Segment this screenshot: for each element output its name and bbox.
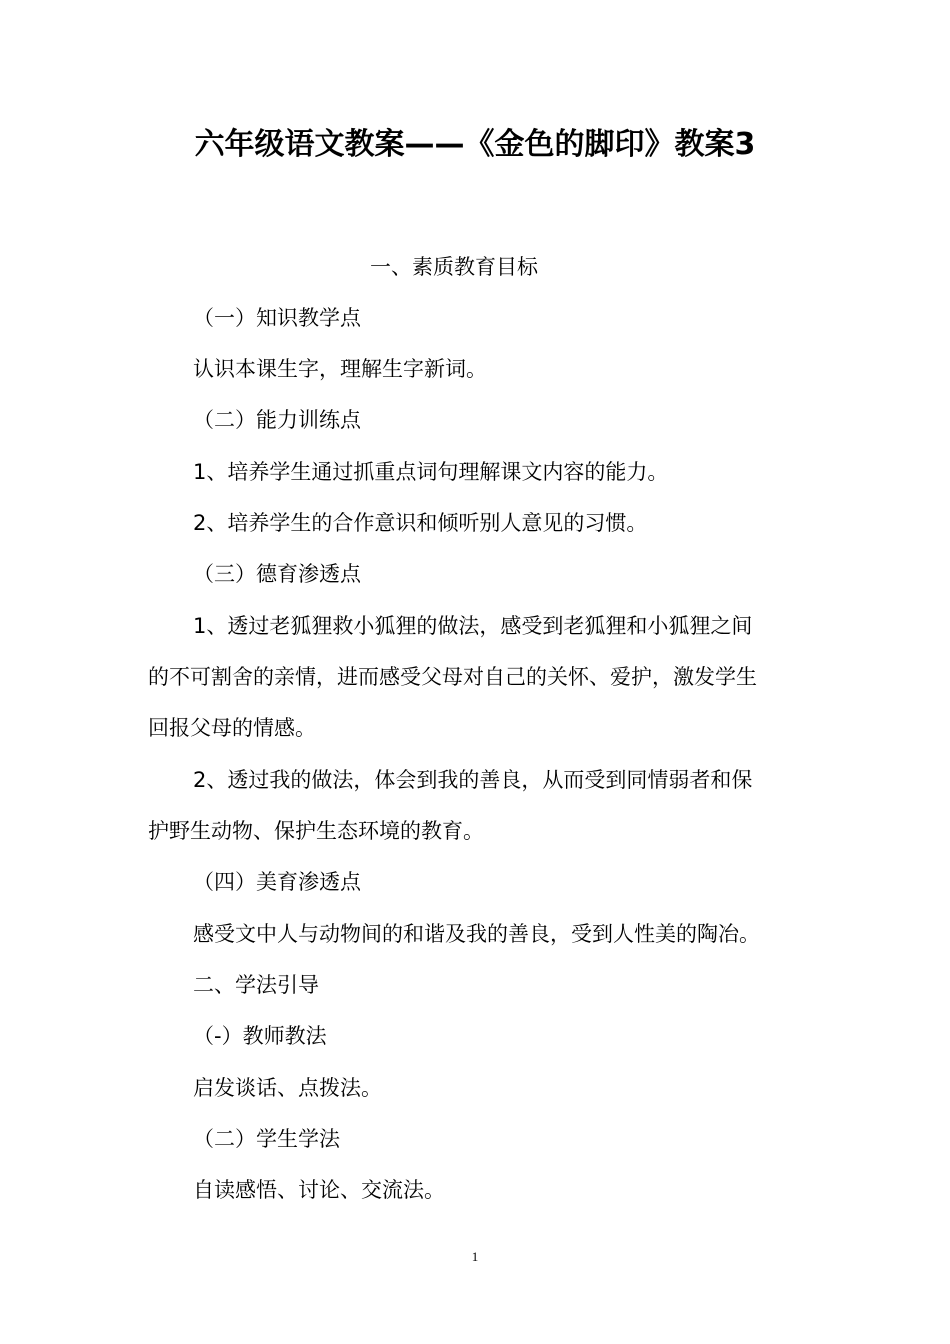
subsection-knowledge-heading: （一）知识教学点 xyxy=(193,306,361,330)
subsection-student-method-text: 自读感悟、讨论、交流法。 xyxy=(193,1178,445,1202)
page-number: 1 xyxy=(471,1249,479,1264)
moral-item-1-line-3: 回报父母的情感。 xyxy=(148,716,316,740)
document-title: 六年级语文教案——《金色的脚印》教案3 xyxy=(194,127,756,162)
moral-item-1-line-1: 1、透过老狐狸救小狐狸的做法，感受到老狐狸和小狐狸之间 xyxy=(193,614,753,638)
subsection-aesthetic-text: 感受文中人与动物间的和谐及我的善良，受到人性美的陶冶。 xyxy=(193,922,760,946)
subsection-moral-heading: （三）德育渗透点 xyxy=(193,562,361,586)
moral-item-1-line-2: 的不可割舍的亲情，进而感受父母对自己的关怀、爱护，激发学生 xyxy=(148,665,757,689)
subsection-knowledge-text: 认识本课生字，理解生字新词。 xyxy=(193,357,487,381)
ability-item-2: 2、培养学生的合作意识和倾听别人意见的习惯。 xyxy=(193,511,648,535)
section-1-heading: 一、素质教育目标 xyxy=(370,255,538,279)
subsection-teacher-method-heading: （-）教师教法 xyxy=(193,1024,327,1048)
subsection-teacher-method-text: 启发谈话、点拨法。 xyxy=(193,1076,382,1100)
subsection-ability-heading: （二）能力训练点 xyxy=(193,408,361,432)
section-2-heading: 二、学法引导 xyxy=(193,973,319,997)
moral-item-2-line-1: 2、透过我的做法，体会到我的善良，从而受到同情弱者和保 xyxy=(193,768,753,792)
ability-item-1: 1、培养学生通过抓重点词句理解课文内容的能力。 xyxy=(193,460,669,484)
subsection-aesthetic-heading: （四）美育渗透点 xyxy=(193,870,361,894)
moral-item-2-line-2: 护野生动物、保护生态环境的教育。 xyxy=(148,819,484,843)
subsection-student-method-heading: （二）学生学法 xyxy=(193,1127,340,1151)
